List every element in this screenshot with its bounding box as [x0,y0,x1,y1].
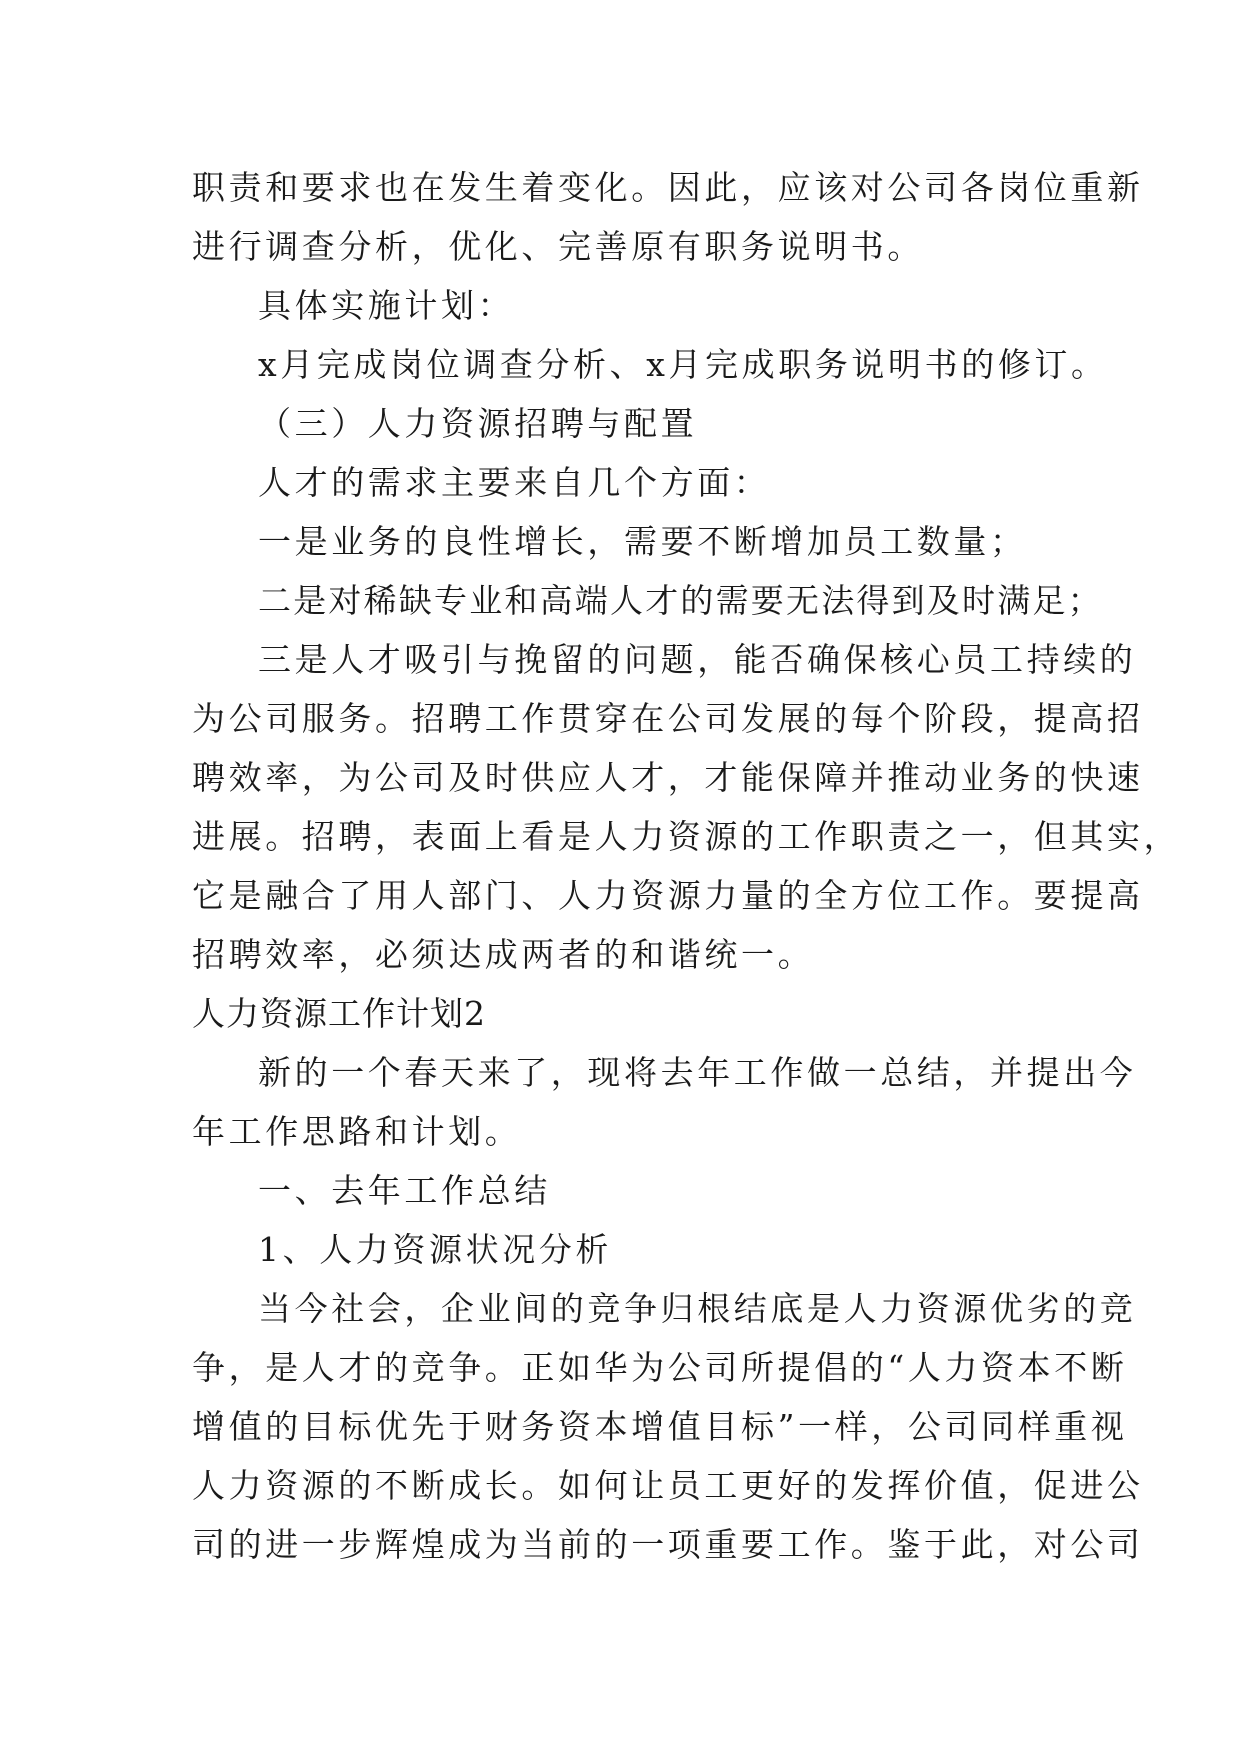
paragraph-line: 为公司服务。招聘工作贯穿在公司发展的每个阶段，提高招 [192,699,1144,738]
section-heading: （三）人力资源招聘与配置 [258,404,698,443]
document-title: 人力资源工作计划2 [192,994,486,1033]
paragraph-line: 年工作思路和计划。 [192,1112,522,1151]
paragraph-line: 具体实施计划： [258,286,515,325]
paragraph-line: 聘效率，为公司及时供应人才，才能保障并推动业务的快速 [192,758,1144,797]
paragraph-line: 它是融合了用人部门、人力资源力量的全方位工作。要提高 [192,876,1144,915]
paragraph-line: 争，是人才的竞争。正如华为公司所提倡的“人力资本不断 [192,1348,1128,1387]
section-heading: 一、去年工作总结 [258,1171,551,1210]
subsection-heading: 1、人力资源状况分析 [258,1230,612,1269]
document-body [192,158,1181,1574]
paragraph-line: 一是业务的良性增长，需要不断增加员工数量； [258,522,1027,561]
paragraph-line: 招聘效率，必须达成两者的和谐统一。 [192,935,815,974]
paragraph-line: 进展。招聘，表面上看是人力资源的工作职责之一，但其实， [192,817,1181,856]
paragraph-line: 职责和要求也在发生着变化。因此，应该对公司各岗位重新 [192,168,1144,207]
paragraph-line: 新的一个春天来了，现将去年工作做一总结，并提出今 [258,1053,1137,1092]
paragraph-line: 司的进一步辉煌成为当前的一项重要工作。鉴于此，对公司 [192,1525,1144,1564]
paragraph-line: 进行调查分析，优化、完善原有职务说明书。 [192,227,924,266]
paragraph-line: 二是对稀缺专业和高端人才的需要无法得到及时满足； [258,581,1103,620]
paragraph-line: 增值的目标优先于财务资本增值目标”一样，公司同样重视 [192,1407,1128,1446]
paragraph-line: x月完成岗位调查分析、x月完成职务说明书的修订。 [258,345,1108,384]
paragraph-line: 人力资源的不断成长。如何让员工更好的发挥价值，促进公 [192,1466,1144,1505]
paragraph-line: 当今社会，企业间的竞争归根结底是人力资源优劣的竞 [258,1289,1137,1328]
paragraph-line: 人才的需求主要来自几个方面： [258,463,771,502]
paragraph-line: 三是人才吸引与挽留的问题，能否确保核心员工持续的 [258,640,1137,679]
